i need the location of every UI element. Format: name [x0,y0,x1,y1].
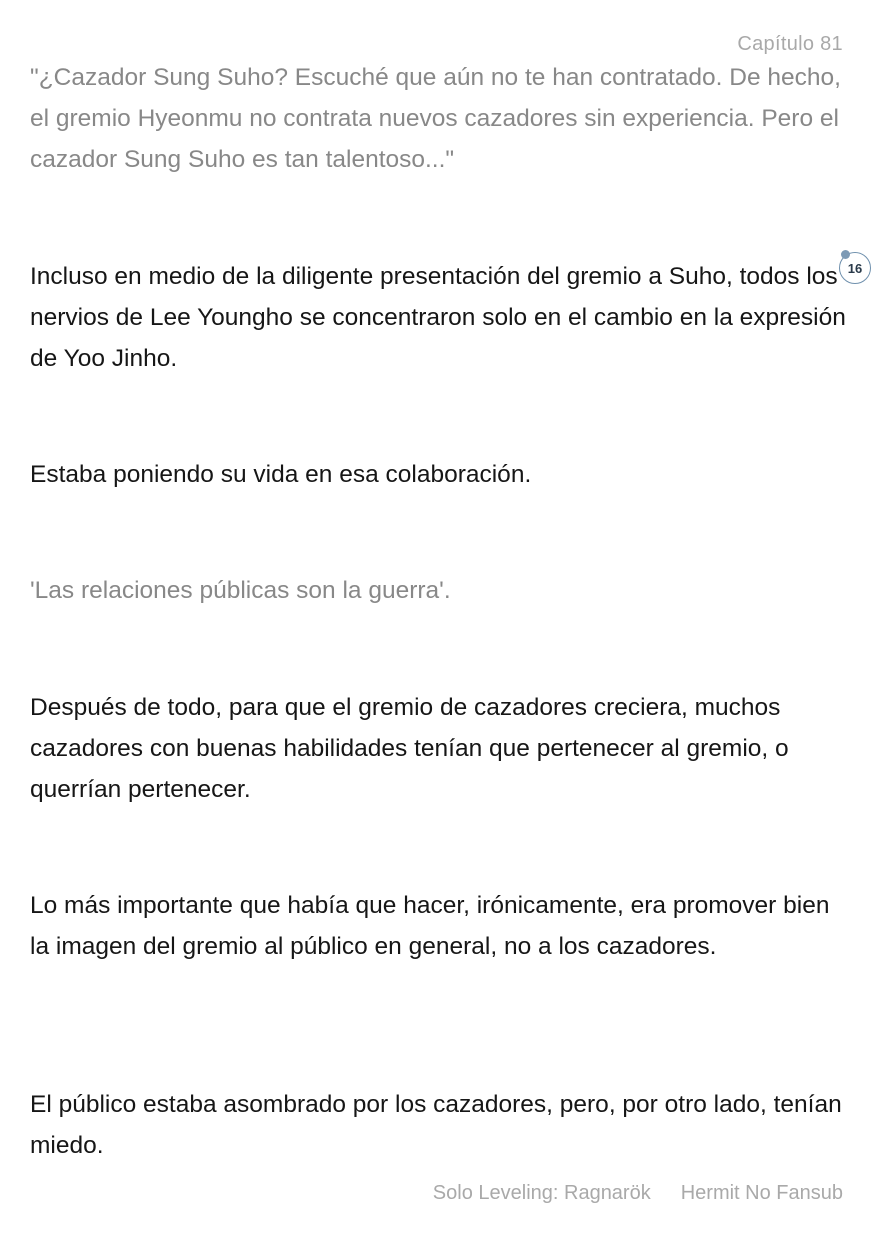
paragraph: El público estaba asombrado por los cazadores, pero, por otro lado, tenían miedo. [30,1091,842,1159]
paragraph: Incluso en medio de la diligente presentación del gremio a Suho, todos los nervios de Lee Youngho se concentraron solo en el cambio en la expresión de Yoo Jinho. [30,263,846,372]
chapter-header: Capítulo 81 [737,33,843,55]
paragraph-comment-button[interactable] [839,250,873,286]
paragraph: Lo más importante que había que hacer, irónicamente, era promover bien la imagen del gremio al público en general, no a los cazadores. [30,892,830,960]
novel-title: Solo Leveling: Ragnarök [432,1182,651,1204]
footer [433,1182,843,1205]
paragraph: "¿Cazador Sung Suho? Escuché que aún no te han contratado. De hecho, el gremio Hyeonmu no contrata nuevos cazadores sin experiencia. Pero el cazador Sung Suho es tan talentoso..." [30,64,841,173]
paragraph: 'Las relaciones públicas son la guerra'. [30,577,451,604]
translator-credit: Hermit No Fansub [680,1182,843,1204]
dot-icon [841,250,850,259]
paragraph: Después de todo, para que el gremio de cazadores creciera, muchos cazadores con buenas habilidades tenían que pertenecer al gremio, o querrían pertenecer. [30,694,789,803]
comment-count-badge[interactable]: 16 [839,252,871,284]
paragraph: Estaba poniendo su vida en esa colaboración. [30,461,532,488]
